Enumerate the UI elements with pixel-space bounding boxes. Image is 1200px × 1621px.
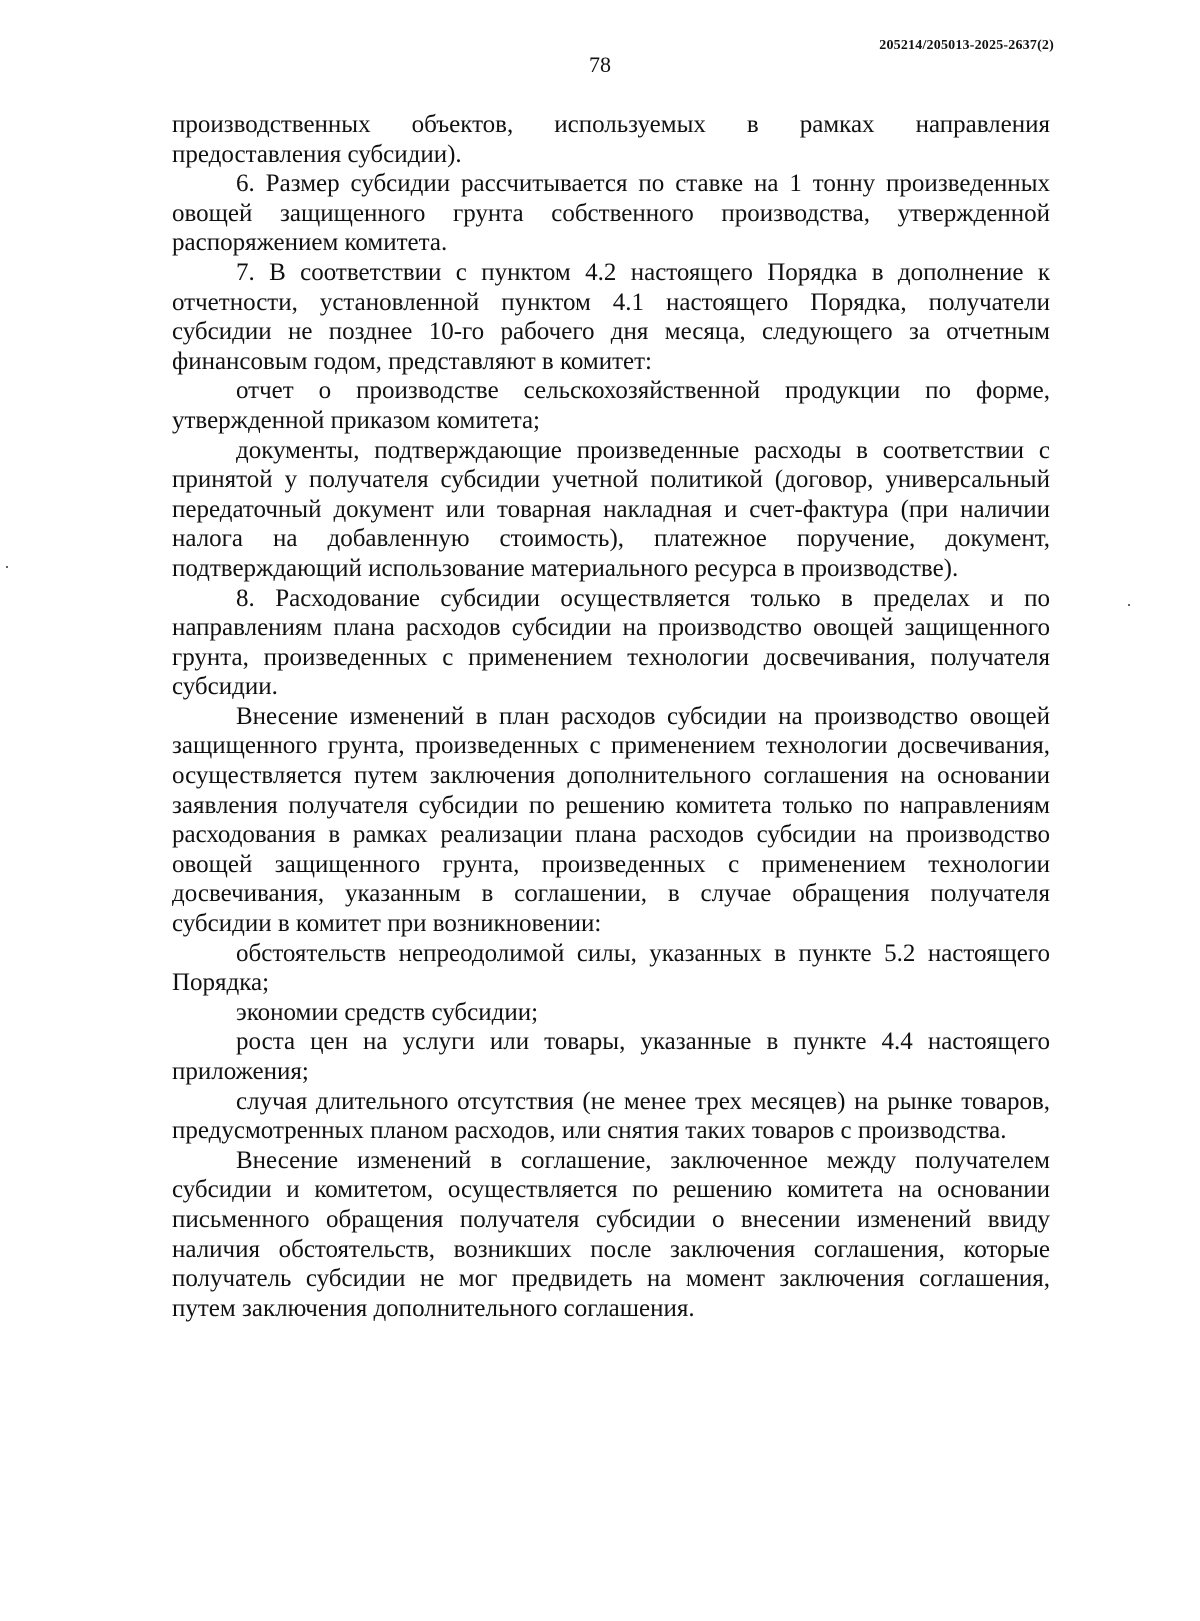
paragraph-force-majeure: обстоятельств непреодолимой силы, указанных в пункте 5.2 настоящего Порядка; — [172, 939, 1050, 997]
document-body — [172, 110, 1050, 1323]
paragraph-price-growth: роста цен на услуги или товары, указанные в пункте 4.4 настоящего приложения; — [172, 1028, 1050, 1085]
document-reference-number: 205214/205013-2025-2637(2) — [879, 38, 1054, 53]
paragraph-item-8: 8. Расходование субсидии осуществляется только в пределах и по направлениям плана расходов субсидии на производство овощей защищенного грунта, произведенных с применением технологии досвечивания, получателя субсидии. — [172, 584, 1050, 701]
paragraph-agreement-changes: Внесение изменений в соглашение, заключенное между получателем субсидии и комитетом, осуществляется по решению комитета на основании письменного обращения получателя субсидии о внесении изменений ввиду наличия обстоятельств, возникших после заключения соглашения, которые получатель субсидии не мог предвидеть на момент заключения соглашения, путем заключения дополнительного соглашения. — [172, 1146, 1050, 1322]
paragraph-item-7: 7. В соответствии с пунктом 4.2 настоящего Порядка в дополнение к отчетности, установленной пунктом 4.1 настоящего Порядка, получатели субсидии не позднее 10-го рабочего дня месяца, следующего за отчетным финансовым годом, представляют в комитет: — [172, 258, 1050, 375]
paragraph-goods-absence: случая длительного отсутствия (не менее трех месяцев) на рынке товаров, предусмотренных планом расходов, или снятия таких товаров с производства. — [172, 1087, 1050, 1145]
paragraph-documents-item: документы, подтверждающие произведенные расходы в соответствии с принятой у получателя субсидии учетной политикой (договор, универсальный передаточный документ или товарная накладная и счет-фактура (при наличии налога на добавленную стоимость), платежное поручение, документ, подтверждающий использование материального ресурса в производстве). — [172, 436, 1050, 582]
paragraph-plan-changes: Внесение изменений в план расходов субсидии на производство овощей защищенного грунта, произведенных с применением технологии досвечивания, осуществляется путем заключения дополнительного соглашения на основании заявления получателя субсидии по решению комитета только по направлениям расходования в рамках реализации плана расходов субсидии на производство овощей защищенного грунта, произведенных с применением технологии досвечивания, указанным в соглашении, в случае обращения получателя субсидии в комитет при возникновении: — [172, 702, 1050, 938]
scan-speck — [1128, 604, 1130, 606]
paragraph-continuation: производственных объектов, используемых в рамках направления предоставления субсидии). — [172, 111, 1050, 168]
page-number: 78 — [589, 52, 611, 77]
paragraph-savings: экономии средств субсидии; — [236, 998, 539, 1026]
scan-speck — [6, 566, 8, 568]
paragraph-item-6: 6. Размер субсидии рассчитывается по ставке на 1 тонну произведенных овощей защищенного грунта собственного производства, утвержденной распоряжением комитета. — [172, 170, 1050, 257]
paragraph-report-item: отчет о производстве сельскохозяйственной продукции по форме, утвержденной приказом комитета; — [172, 377, 1050, 434]
